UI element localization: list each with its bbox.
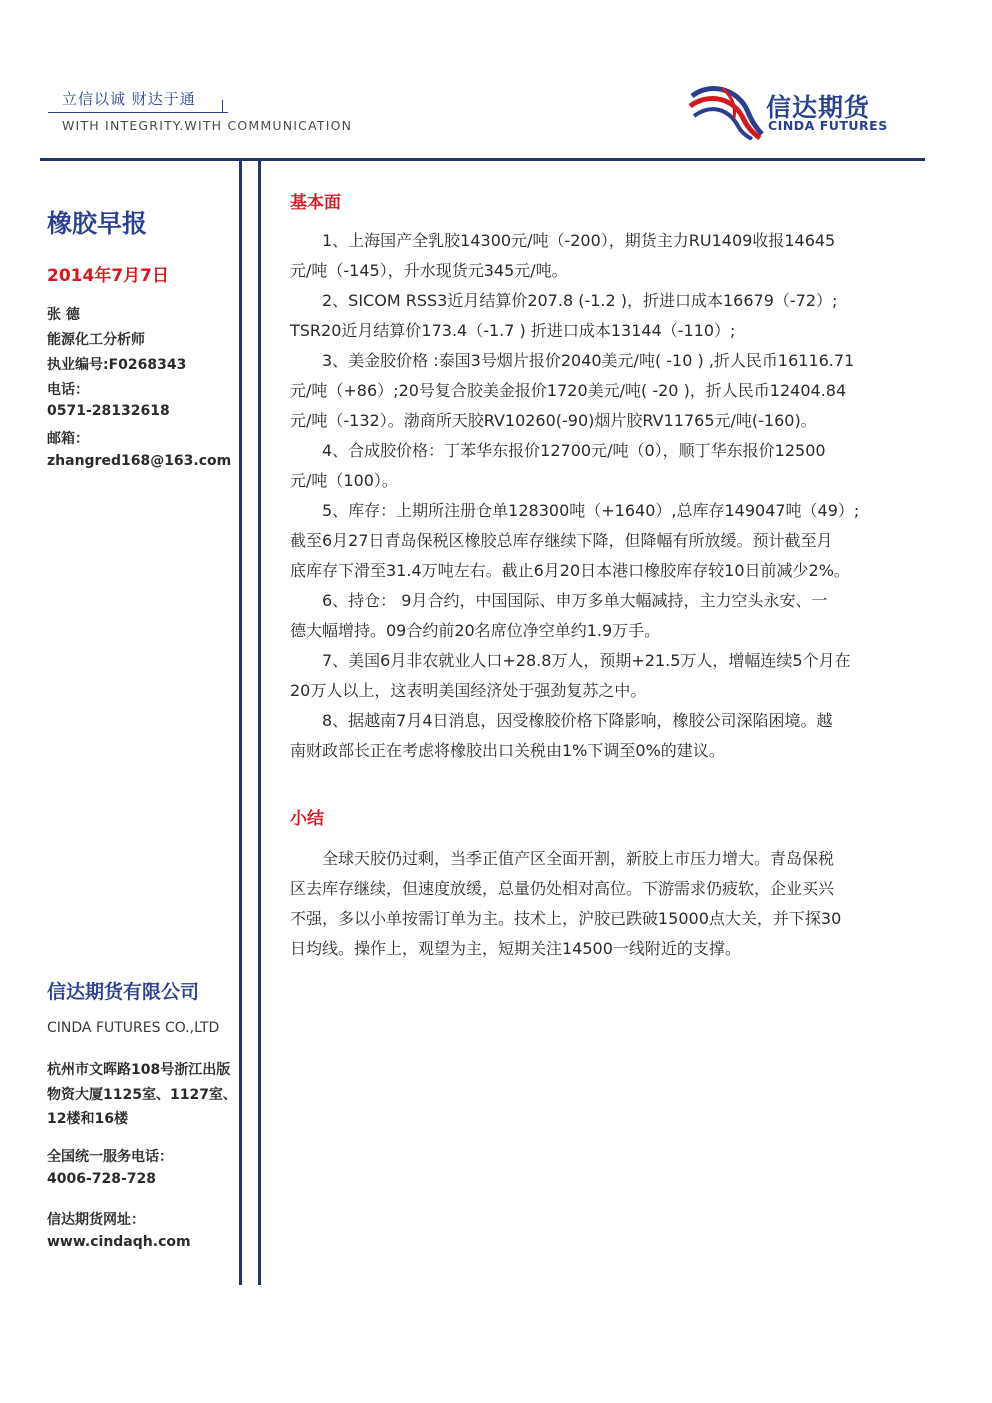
top-rule bbox=[40, 158, 925, 161]
report-date: 2014年7月7日 bbox=[47, 266, 169, 286]
slogan-english: WITH INTEGRITY.WITH COMMUNICATION bbox=[62, 118, 353, 133]
paragraph-line: 区去库存继续，但速度放缓，总量仍处相对高位。下游需求仍疲软，企业买兴 bbox=[290, 879, 835, 898]
paragraph-line: 元/吨（-132）。渤商所天胶RV10260(-90)烟片胶RV11765元/吨(-160)。 bbox=[290, 411, 817, 430]
paragraph-line: 2、SICOM RSS3近月结算价207.8 (-1.2 )，折进口成本16679（-72）; bbox=[322, 291, 838, 310]
paragraph-line: TSR20近月结算价173.4（-1.7 ) 折进口成本13144（-110）; bbox=[290, 321, 736, 340]
cinda-logo-icon bbox=[688, 84, 764, 140]
slogan-tick bbox=[222, 100, 223, 112]
company-name-english: CINDA FUTURES CO.,LTD bbox=[47, 1020, 220, 1036]
paragraph-line: 日均线。操作上，观望为主，短期关注14500一线附近的支撑。 bbox=[290, 939, 741, 958]
paragraph-line: 7、美国6月非农就业人口+28.8万人，预期+21.5万人，增幅连续5个月在 bbox=[322, 651, 851, 670]
paragraph-line: 20万人以上，这表明美国经济处于强劲复苏之中。 bbox=[290, 681, 647, 700]
phone-number: 0571-28132618 bbox=[47, 403, 170, 419]
section-title-fundamentals: 基本面 bbox=[290, 193, 341, 213]
paragraph-line: 德大幅增持。09合约前20名席位净空单约1.9万手。 bbox=[290, 621, 661, 640]
paragraph-line: 元/吨（-145），升水现货元345元/吨。 bbox=[290, 261, 568, 280]
slogan-chinese: 立信以诚 财达于通 bbox=[62, 90, 196, 108]
column-divider-right bbox=[258, 160, 261, 1285]
logo-chinese-text: 信达期货 bbox=[766, 93, 871, 122]
report-title: 橡胶早报 bbox=[47, 209, 148, 238]
author-name: 张 德 bbox=[47, 307, 80, 323]
paragraph-line: 8、据越南7月4日消息，因受橡胶价格下降影响，橡胶公司深陷困境。越 bbox=[322, 711, 833, 730]
address-line: 物资大厦1125室、1127室、 bbox=[47, 1087, 237, 1103]
paragraph-line: 3、美金胶价格 :泰国3号烟片报价2040美元/吨( -10 ) ,折人民币16116.71 bbox=[322, 351, 855, 370]
company-logo bbox=[688, 84, 928, 140]
address-line: 12楼和16楼 bbox=[47, 1111, 128, 1127]
paragraph-line: 元/吨（+86）;20号复合胶美金报价1720美元/吨( -20 )，折人民币12404.84 bbox=[290, 381, 847, 400]
paragraph-line: 全球天胶仍过剩，当季正值产区全面开割，新胶上市压力增大。青岛保税 bbox=[322, 849, 835, 868]
paragraph-line: 1、上海国产全乳胶14300元/吨（-200），期货主力RU1409收报14645 bbox=[322, 231, 836, 250]
paragraph-line: 南财政部长正在考虑将橡胶出口关税由1%下调至0%的建议。 bbox=[290, 741, 725, 760]
paragraph-line: 5、库存：上期所注册仓单128300吨（+1640）,总库存149047吨（49）; bbox=[322, 501, 860, 520]
fundamentals-body bbox=[290, 226, 890, 766]
address-line: 杭州市文晖路108号浙江出版 bbox=[47, 1062, 231, 1078]
logo-english-text: CINDA FUTURES bbox=[768, 118, 888, 133]
paragraph-line: 6、持仓： 9月合约，中国国际、申万多单大幅减持，主力空头永安、一 bbox=[322, 591, 828, 610]
company-name-chinese: 信达期货有限公司 bbox=[47, 981, 200, 1003]
email-address[interactable]: zhangred168@163.com bbox=[47, 453, 232, 469]
paragraph-line: 不强，多以小单按需订单为主。技术上，沪胶已跌破15000点大关，并下探30 bbox=[290, 909, 842, 928]
service-phone-label: 全国统一服务电话： bbox=[47, 1149, 173, 1165]
paragraph-line: 元/吨（100）。 bbox=[290, 471, 398, 490]
slogan-underline bbox=[48, 112, 228, 113]
email-label: 邮箱： bbox=[47, 431, 89, 447]
license-number: 执业编号:F0268343 bbox=[47, 357, 187, 373]
website-link[interactable]: www.cindaqh.com bbox=[47, 1234, 191, 1250]
summary-body bbox=[290, 844, 890, 964]
website-label: 信达期货网址： bbox=[47, 1212, 145, 1228]
paragraph-line: 4、合成胶价格：丁苯华东报价12700元/吨（0），顺丁华东报价12500 bbox=[322, 441, 826, 460]
paragraph-line: 截至6月27日青岛保税区橡胶总库存继续下降，但降幅有所放缓。预计截至月 bbox=[290, 531, 833, 550]
service-phone-number: 4006-728-728 bbox=[47, 1171, 157, 1187]
section-title-summary: 小结 bbox=[290, 809, 324, 829]
phone-label: 电话： bbox=[47, 382, 89, 398]
author-role: 能源化工分析师 bbox=[47, 332, 145, 348]
column-divider-left bbox=[239, 160, 242, 1285]
paragraph-line: 底库存下滑至31.4万吨左右。截止6月20日本港口橡胶库存较10日前减少2%。 bbox=[290, 561, 850, 580]
